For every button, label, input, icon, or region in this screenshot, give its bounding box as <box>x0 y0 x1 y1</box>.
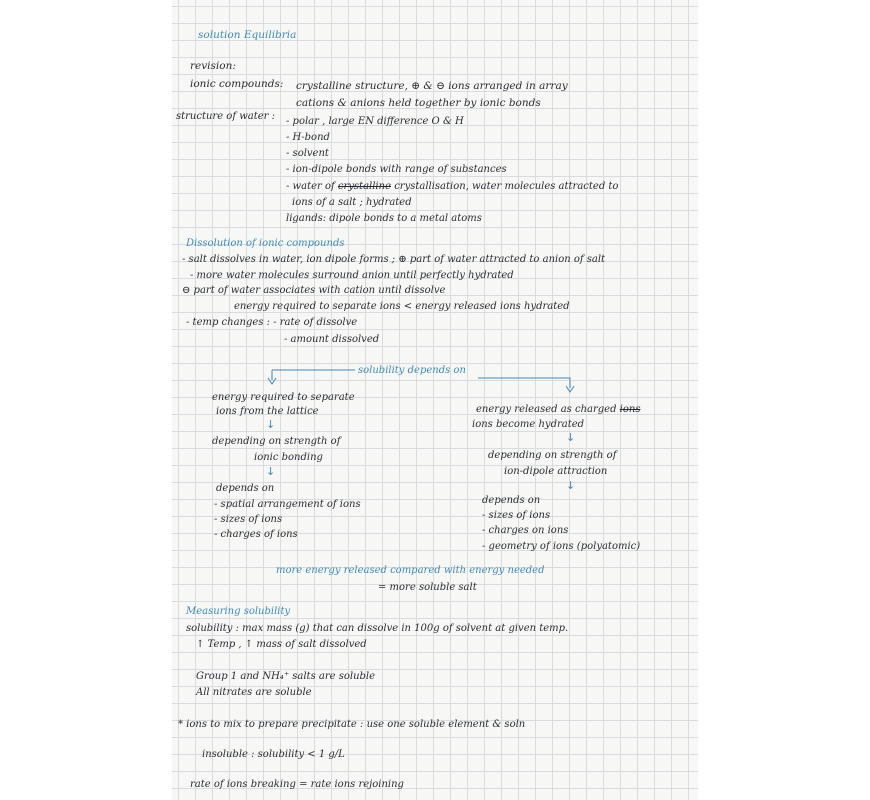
left-line-6: - spatial arrangement of ions <box>214 499 361 510</box>
summary-line-2: = more soluble salt <box>378 582 477 593</box>
measuring-line-6: insoluble : solubility < 1 g/L <box>202 749 345 760</box>
water-line-1: - polar , large EN difference O & H <box>286 116 464 127</box>
summary-line-1: more energy released compared with energy needed <box>276 565 545 576</box>
page-title: solution Equilibria <box>198 29 297 41</box>
measuring-heading: Measuring solubility <box>186 606 291 617</box>
right-line-1-text: energy released as charged <box>476 404 617 415</box>
water-line-6: ions of a salt ; hydrated <box>292 197 412 208</box>
down-arrow-icon: ↓ <box>566 479 576 492</box>
left-line-1: energy required to separate <box>212 392 355 403</box>
left-line-7: - sizes of ions <box>214 514 283 525</box>
measuring-line-3: Group 1 and NH₄⁺ salts are soluble <box>196 671 376 682</box>
right-line-2: ions become hydrated <box>472 419 585 430</box>
water-line-3: - solvent <box>286 148 329 159</box>
ligands-line: ligands: dipole bonds to a metal atoms <box>286 213 482 224</box>
measuring-line-5: * ions to mix to prepare precipitate : use one soluble element & soln <box>178 719 526 730</box>
right-line-3: depending on strength of <box>488 450 617 461</box>
left-line-8: - charges of ions <box>214 529 298 540</box>
measuring-line-4: All nitrates are soluble <box>196 687 312 698</box>
left-line-5: depends on <box>216 483 275 494</box>
right-line-8: - geometry of ions (polyatomic) <box>482 541 641 552</box>
dissolution-line-2: - more water molecules surround anion until perfectly hydrated <box>190 270 514 281</box>
right-line-1 <box>476 405 640 415</box>
water-structure-label: structure of water : <box>176 111 275 122</box>
dissolution-line-3: ⊖ part of water associates with cation until dissolve <box>182 285 446 296</box>
measuring-line-2: ↑ Temp , ↑ mass of salt dissolved <box>196 639 367 650</box>
measuring-line-7: rate of ions breaking = rate ions rejoining <box>190 779 404 790</box>
down-arrow-icon: ↓ <box>266 418 276 431</box>
left-line-2: ions from the lattice <box>216 406 319 417</box>
left-line-3: depending on strength of <box>212 436 341 447</box>
water-line-2: - H-bond <box>286 132 330 143</box>
right-line-4: ion-dipole attraction <box>504 466 608 477</box>
down-arrow-icon: ↓ <box>566 431 576 444</box>
dissolution-heading: Dissolution of ionic compounds <box>186 238 345 249</box>
measuring-line-1: solubility : max mass (g) that can dissolve in 100g of solvent at given temp. <box>186 623 569 634</box>
left-line-4: ionic bonding <box>254 452 323 463</box>
struck-word: crystalline <box>337 181 391 192</box>
diagram-center-label: solubility depends on <box>358 365 466 376</box>
dissolution-line-1: - salt dissolves in water, ion dipole forms ; ⊕ part of water attracted to anion of salt <box>182 254 606 265</box>
down-arrow-icon: ↓ <box>266 465 276 478</box>
crystallisation-text: crystallisation, water molecules attracted to <box>394 181 619 192</box>
right-line-5: depends on <box>482 495 541 506</box>
dissolution-line-6: - amount dissolved <box>284 334 380 345</box>
water-of-text: - water of <box>286 181 335 192</box>
right-line-7: - charges on ions <box>482 525 569 536</box>
ionic-line-1: crystalline structure, ⊕ & ⊖ ions arranged in array <box>296 80 568 92</box>
ionic-line-2: cations & anions held together by ionic bonds <box>296 97 541 109</box>
dissolution-line-4: energy required to separate ions < energy released ions hydrated <box>234 301 570 312</box>
dissolution-line-5: - temp changes : - rate of dissolve <box>186 317 358 328</box>
water-line-4: - ion-dipole bonds with range of substances <box>286 164 507 175</box>
right-line-6: - sizes of ions <box>482 510 551 521</box>
right-struck-word: ions <box>619 404 641 415</box>
revision-heading: revision: <box>190 60 236 72</box>
ionic-compounds-label: ionic compounds: <box>190 78 284 90</box>
